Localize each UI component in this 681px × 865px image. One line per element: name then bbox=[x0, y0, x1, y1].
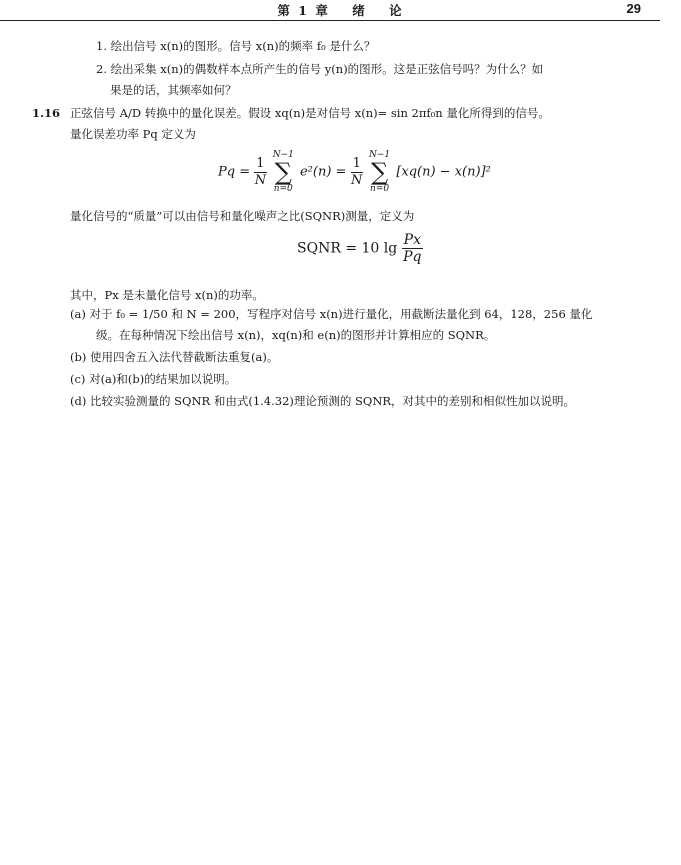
chapter-title bbox=[0, 1, 681, 19]
item-a-line-2: 级。在每种情况下绘出信号 x(n)，xq(n)和 e(n)的图形并计算相应的 SQNR。 bbox=[96, 328, 496, 342]
item-d: (d) 比较实验测量的 SQNR 和由式(1.4.32)理论预测的 SQNR，对其中的差别和相似性加以说明。 bbox=[70, 394, 576, 408]
sum-upper-limit: N−1 bbox=[272, 150, 294, 160]
problem-line-2: 量化误差功率 Pq 定义为 bbox=[70, 127, 196, 141]
fraction-denominator: N bbox=[351, 172, 363, 188]
sqnr-denominator: Pq bbox=[403, 249, 422, 265]
sum-upper-limit: N−1 bbox=[369, 150, 391, 160]
where-line: 其中，Px 是未量化信号 x(n)的功率。 bbox=[70, 288, 264, 302]
sum-lower-limit: n=0 bbox=[273, 184, 293, 194]
chapter-word-1: 绪 bbox=[352, 3, 367, 18]
chapter-word-2: 论 bbox=[389, 3, 404, 18]
question-2-line-2: 果是的话，其频率如何？ bbox=[110, 83, 237, 97]
sigma-icon: ∑ bbox=[274, 158, 292, 186]
problem-number: 1.16 bbox=[32, 106, 61, 120]
summation-2 bbox=[369, 150, 390, 194]
formula-term-difference: [xq(n) − x(n)]² bbox=[396, 164, 491, 180]
fraction-numerator: 1 bbox=[256, 155, 265, 171]
header-rule bbox=[0, 20, 660, 21]
page-header bbox=[0, 0, 681, 22]
quality-definition-line: 量化信号的“质量”可以由信号和量化噪声之比(SQNR)测量，定义为 bbox=[70, 209, 415, 223]
item-b: (b) 使用四舍五入法代替截断法重复(a)。 bbox=[70, 350, 279, 364]
formula-term-error: e²(n) bbox=[299, 164, 332, 180]
fraction-numerator: 1 bbox=[352, 155, 361, 171]
sqnr-numerator: Px bbox=[403, 232, 421, 248]
sigma-icon: ∑ bbox=[371, 158, 389, 186]
sqnr-equals: = bbox=[345, 240, 358, 257]
formula-equals-2: = bbox=[335, 164, 347, 180]
fraction-denominator: N bbox=[254, 172, 267, 188]
question-2-line-1: 2. 绘出采集 x(n)的偶数样本点所产生的信号 y(n)的图形。这是正弦信号吗？为什么？如 bbox=[96, 62, 544, 76]
sum-lower-limit: n=0 bbox=[370, 184, 390, 194]
question-1: 1. 绘出信号 x(n)的图形。信号 x(n)的频率 f₀ 是什么？ bbox=[96, 39, 376, 53]
fraction-1-over-n bbox=[254, 156, 266, 189]
sqnr-fraction bbox=[402, 232, 423, 265]
formula-equals-1: = bbox=[239, 164, 251, 180]
chapter-label: 第 1 章 bbox=[277, 3, 330, 18]
summation-1 bbox=[273, 150, 294, 194]
sqnr-coefficient: 10 lg bbox=[361, 240, 398, 257]
sqnr-lhs: SQNR bbox=[297, 240, 341, 257]
formula-lhs: Pq bbox=[218, 164, 236, 180]
problem-line-1: 正弦信号 A/D 转换中的量化误差。假设 xq(n)是对信号 x(n)= sin 2πf₀n 量化所得到的信号。 bbox=[70, 106, 550, 120]
item-a-line-1: (a) 对于 f₀ = 1/50 和 N = 200，写程序对信号 x(n)进行量化，用截断法量化到 64，128，256 量化 bbox=[70, 307, 593, 321]
page-number: 29 bbox=[626, 1, 641, 16]
item-c: (c) 对(a)和(b)的结果加以说明。 bbox=[70, 372, 237, 386]
quantization-power-formula bbox=[218, 150, 491, 194]
sqnr-formula bbox=[297, 232, 423, 265]
fraction-1-over-n-2 bbox=[351, 156, 363, 189]
